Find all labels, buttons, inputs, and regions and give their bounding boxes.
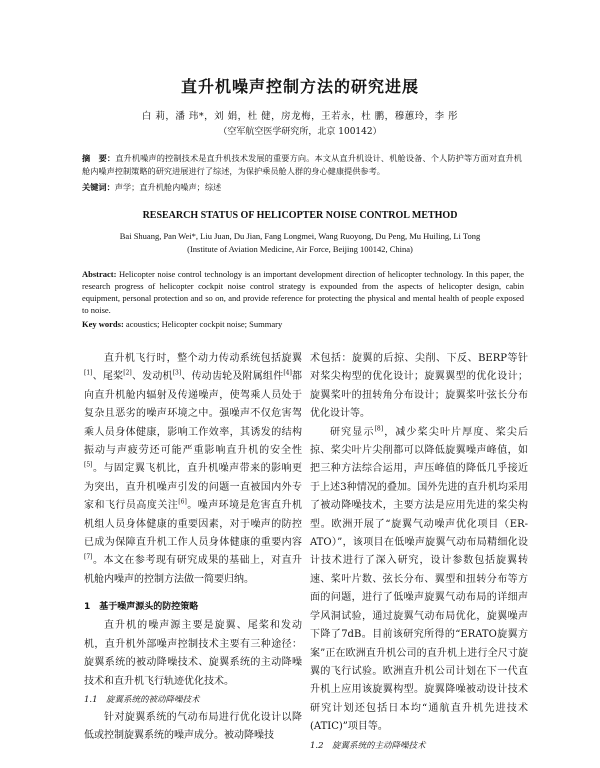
abstract-cn-label: 摘 要： [82,153,116,163]
authors-cn: 白 莉，潘 玮*，刘 娟，杜 健，房龙梅，王若永，杜 鹏，穆蕙玲，李 彤 [141,111,459,122]
intro-paragraph [84,350,302,589]
abstract-en-label: Abstract: [82,269,117,279]
ref-1: [1] [84,370,93,378]
paper-title-en: RESEARCH STATUS OF HELICOPTER NOISE CONTROL METHOD [142,210,458,221]
abstract-cn [82,152,522,178]
ref-6: [6] [178,498,187,506]
intro-text-3: 、发动机 [131,371,173,383]
ref-2: [2] [123,370,132,378]
keywords-en-text: acoustics; Helicopter cockpit noise; Summary [125,319,283,329]
keywords-cn [82,181,522,193]
intro-text-5: 都向直升机舱内辐射及传递噪声，使驾乘人员处于复杂且恶劣的噪声环境之中。强噪声不仅危害驾乘人员身体健康，影响工作效率，其诱发的结构振动与声疲劳还可能严重影响直升机的安全性 [84,371,303,457]
intro-text-7: 。噪声环境是危害直升机机组人员身体健康的重要因素，对于噪声的防控已成为保障直升机工作人员身体健康的重要内容 [84,500,303,549]
ref-5: [5] [84,462,93,470]
section-1-1-paragraph: 针对旋翼系统的气动布局进行优化设计以降低或控制旋翼系统的噪声成分。被动降噪技 [84,711,302,742]
intro-text-2: 、尾桨 [92,371,124,383]
paper-title: 直升机噪声控制方法的研究进展 [180,77,419,96]
affiliation-cn: （空军航空医学研究所，北京 100142） [218,127,382,137]
keywords-en-label: Key words: [82,319,124,329]
abstract-cn-text: 直升机噪声的控制技术是直升机技术发展的重要方向。本文从直升机设计、机舱设备、个人防护等方面对直升机舱内噪声控制策略的研究进展进行了综述，为保护乘员舱人群的身心健康提供参考。 [82,153,522,176]
section-1-1-heading: 1.1 旋翼系统的被动降噪技术 [84,694,200,705]
section-1-2-heading: 1.2 旋翼系统的主动降噪技术 [310,740,426,751]
keywords-cn-text: 声学；直升机舱内噪声；综述 [114,182,222,192]
ref-3: [3] [172,370,182,378]
body-column-left [84,350,302,746]
abstract-en-text: Helicopter noise control technology is an important development direction of helicopter technology. In this paper, the research progress of helicopter cockpit noise control strategy is expounded from the aspects of helicopter design, cabin equipment, personal protection and so on, and provide reference for protecting the physical and mental health of people exposed to noise. [82,269,525,315]
intro-text-4: 、传动齿轮及附属组件 [181,371,284,383]
research-text-1: 研究显示 [330,426,375,438]
keywords-en [82,318,524,330]
ref-7: [7] [84,554,93,562]
ref-8: [8] [374,425,384,433]
intro-text-8: 。本文在参考现有研究成果的基础上，对直升机舱内噪声的控制方法做一简要归纳。 [84,555,302,585]
intro-text-1: 直升机飞行时，整个动力传动系统包括旋翼 [104,353,302,364]
section-1-paragraph: 直升机的噪声源主要是旋翼、尾桨和发动机，直升机外部噪声控制技术主要有三种途径：旋翼系统的被动降噪技术、旋翼系统的主动降噪技术和直升机飞行轨迹优化技术。 [84,620,302,687]
affiliation-en: (Institute of Aviation Medicine, Air Force, Beijing 100142, China) [187,244,413,254]
research-paragraph [310,424,528,737]
authors-en: Bai Shuang, Pan Wei*, Liu Juan, Du Jian, Fang Longmei, Wang Ruoyong, Du Peng, Mu Huiling, Li Tong [119,231,481,241]
section-1-heading: 1 基于噪声源头的防控策略 [84,602,199,613]
research-text-2: ，减少桨尖叶片厚度、桨尖后掠、桨尖叶片尖削都可以降低旋翼噪声峰值，如把三种方法综合运用，声压峰值的降低几乎接近于上述3种情况的叠加。国外先进的直升机均采用了被动降噪技术，主要方法是应用先进的桨尖构型。欧洲开展了“旋翼气动噪声优化项目（ER-ATO）”，该项目在低噪声旋翼气动布局精细化设计技术进行了深入研究，设计参数包括旋翼转速、桨叶片数、弦长分布、翼型和扭转分布等方面的问题，进行了低噪声旋翼气动布局的详细声学风洞试验，通过旋翼气动布局优化，旋翼噪声下降了7dB。目前该研究所得的“ERATO旋翼方案”正在欧洲直升机公司的直升机上进行全尺寸旋翼的飞行试验。欧洲直升机公司计划在下一代直升机上应用该旋翼构型。旋翼降噪被动设计技术研究计划还包括日本均“通航直升机先进技术(ATIC)”项目等。 [310,426,529,733]
intro-text-6: 。与固定翼飞机比，直升机噪声带来的影响更为突出，直升机噪声引发的问题一直被国内外专家和飞行员高度关注 [84,463,302,512]
body-column-right [310,350,528,755]
keywords-cn-label: 关键词： [82,182,115,192]
ref-4: [4] [283,370,292,378]
section-1-1-continued: 术包括：旋翼的后掠、尖削、下反、BERP等针对桨尖构型的优化设计；旋翼翼型的优化设计；旋翼桨叶的扭转角分布设计；旋翼桨叶弦长分布优化设计等。 [310,353,528,420]
abstract-en [82,268,524,316]
